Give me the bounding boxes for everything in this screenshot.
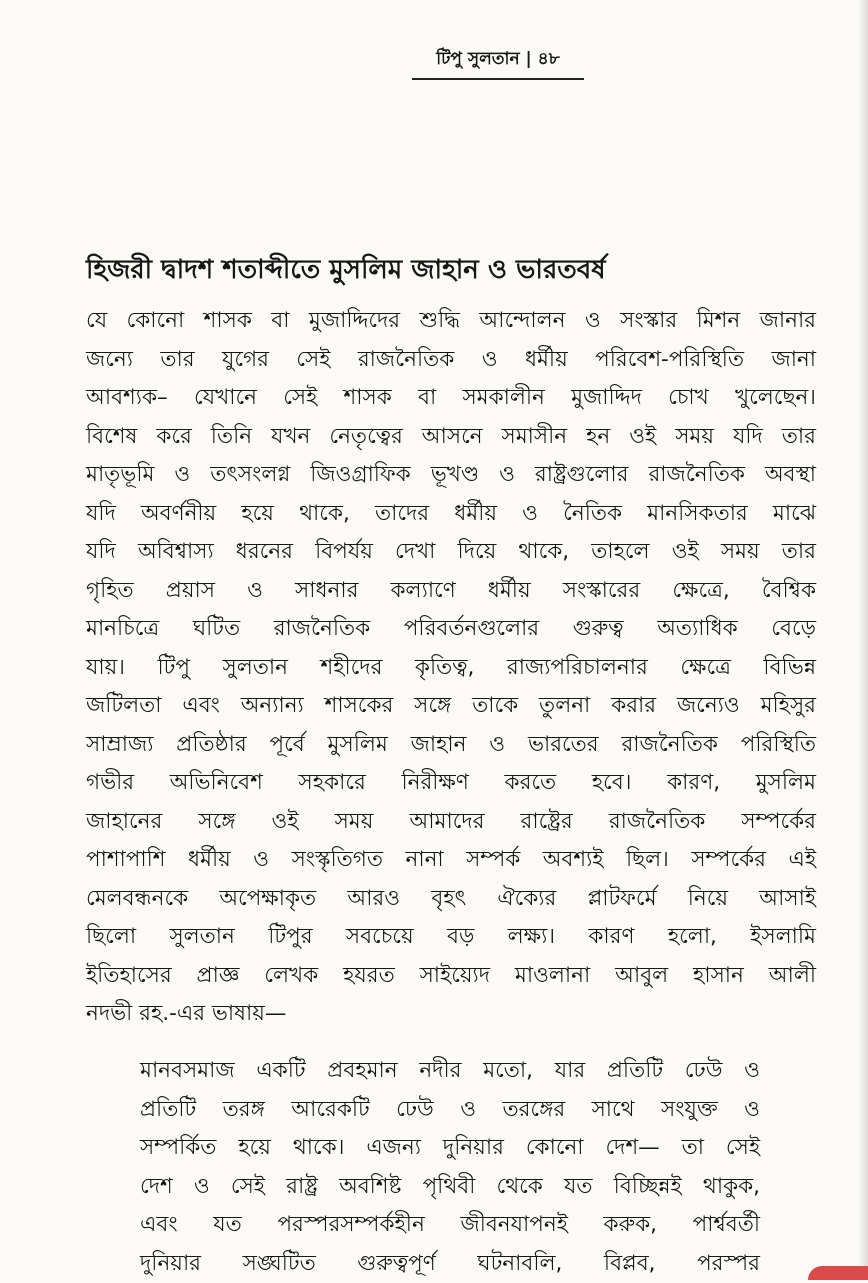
body-line: যে কোনো শাসক বা মুজাদ্দিদের শুদ্ধি আন্দোলন ও সংস্কার মিশন জানার <box>86 302 816 341</box>
body-line: যায়। টিপু সুলতান শহীদের কৃতিত্ব, রাজ্যপরিচালনার ক্ষেত্রে বিভিন্ন <box>86 649 816 688</box>
running-header: টিপু সুলতান | ৪৮ <box>412 46 584 80</box>
body-line: গভীর অভিনিবেশ সহকারে নিরীক্ষণ করতে হবে। কারণ, মুসলিম <box>86 764 816 803</box>
page-edge-shadow <box>858 0 868 1280</box>
quote-line: সম্পর্কিত হয়ে থাকে। এজন্য দুনিয়ার কোনো দেশ— তা সেই <box>140 1129 760 1168</box>
body-line: মেলবন্ধনকে অপেক্ষাকৃত আরও বৃহৎ ঐক্যের প্লাটফর্মে নিয়ে আসাই <box>86 880 816 919</box>
body-line: গৃহিত প্রয়াস ও সাধনার কল্যাণে ধর্মীয় সংস্কারের ক্ষেত্রে, বৈশ্বিক <box>86 572 816 611</box>
body-line: আবশ্যক– যেখানে সেই শাসক বা সমকালীন মুজাদ্দিদ চোখ খুলেছেন। <box>86 379 816 418</box>
block-quote <box>140 1052 760 1283</box>
body-text <box>86 302 816 1034</box>
body-line: যদি অবর্ণনীয় হয়ে থাকে, তাদের ধর্মীয় ও নৈতিক মানসিকতার মাঝে <box>86 495 816 534</box>
quote-line: দুনিয়ার সঙ্ঘটিত গুরুত্বপূর্ণ ঘটনাবলি, বিপ্লব, পরস্পর <box>140 1245 760 1283</box>
body-line: সাম্রাজ্য প্রতিষ্ঠার পূর্বে মুসলিম জাহান ও ভারতের রাজনৈতিক পরিস্থিতি <box>86 726 816 765</box>
body-line: ইতিহাসের প্রাজ্ঞ লেখক হযরত সাইয়্যেদ মাওলানা আবুল হাসান আলী <box>86 957 816 996</box>
body-line: মানচিত্রে ঘটিত রাজনৈতিক পরিবর্তনগুলোর গুরুত্ব অত্যাধিক বেড়ে <box>86 610 816 649</box>
body-line: মাতৃভূমি ও তৎসংলগ্ন জিওগ্রাফিক ভূখণ্ড ও রাষ্ট্রগুলোর রাজনৈতিক অবস্থা <box>86 456 816 495</box>
quote-line: মানবসমাজ একটি প্রবহমান নদীর মতো, যার প্রতিটি ঢেউ ও <box>140 1052 760 1091</box>
body-line: জাহানের সঙ্গে ওই সময় আমাদের রাষ্ট্রের রাজনৈতিক সম্পর্কের <box>86 803 816 842</box>
body-line: ছিলো সুলতান টিপুর সবচেয়ে বড় লক্ষ্য। কারণ হলো, ইসলামি <box>86 918 816 957</box>
corner-red-mark <box>808 1266 868 1280</box>
body-line: জন্যে তার যুগের সেই রাজনৈতিক ও ধর্মীয় পরিবেশ-পরিস্থিতি জানা <box>86 341 816 380</box>
quote-line: এবং যত পরস্পরসম্পর্কহীন জীবনযাপনই করুক, পার্শ্ববর্তী <box>140 1206 760 1245</box>
body-line: যদি অবিশ্বাস্য ধরনের বিপর্যয় দেখা দিয়ে থাকে, তাহলে ওই সময় তার <box>86 533 816 572</box>
body-line: বিশেষ করে তিনি যখন নেতৃত্বের আসনে সমাসীন হন ওই সময় যদি তার <box>86 418 816 457</box>
body-line: নদভী রহ.-এর ভাষায়— <box>86 995 816 1034</box>
quote-line: প্রতিটি তরঙ্গ আরেকটি ঢেউ ও তরঙ্গের সাথে সংযুক্ত ও <box>140 1091 760 1130</box>
chapter-title: হিজরী দ্বাদশ শতাব্দীতে মুসলিম জাহান ও ভারতবর্ষ <box>86 252 826 288</box>
quote-line: দেশ ও সেই রাষ্ট্র অবশিষ্ট পৃথিবী থেকে যত বিচ্ছিন্নই থাকুক, <box>140 1168 760 1207</box>
body-line: পাশাপাশি ধর্মীয় ও সংস্কৃতিগত নানা সম্পর্ক অবশ্যই ছিল। সম্পর্কের এই <box>86 841 816 880</box>
body-line: জটিলতা এবং অন্যান্য শাসকের সঙ্গে তাকে তুলনা করার জন্যেও মহিসুর <box>86 687 816 726</box>
